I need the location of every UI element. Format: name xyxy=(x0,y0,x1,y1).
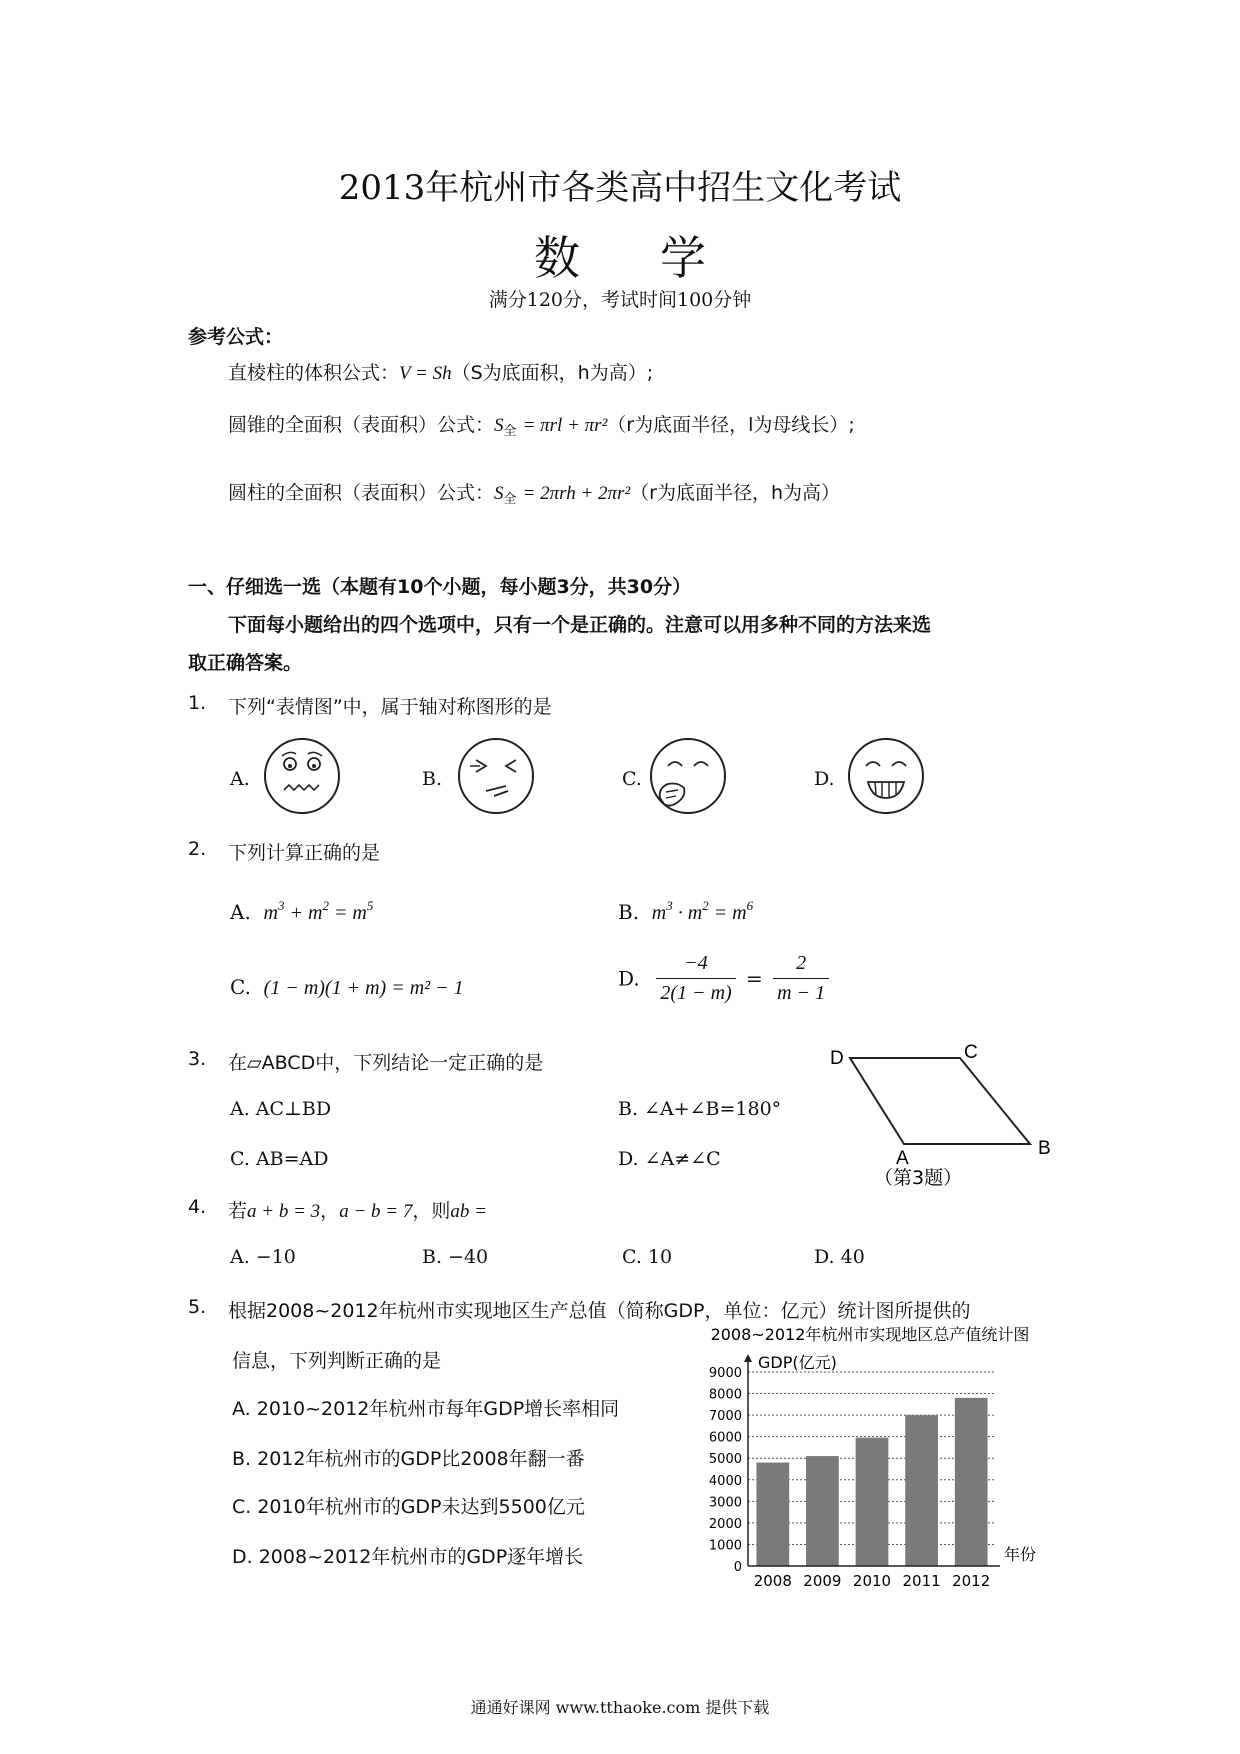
formula-1 xyxy=(228,358,653,385)
formula-2: 圆锥的全面积（表面积）公式：$S_全 = \pi rl + \pi r^2(r$为底面半径，l为母线长）; xyxy=(228,414,855,439)
vertex-b-label: B xyxy=(1038,1138,1051,1159)
formula-1-note: （S为底面积，h为高）; xyxy=(451,362,654,384)
exam-title: 2013年杭州市各类高中招生文化考试 xyxy=(338,168,902,208)
q3-option-d: D. ∠A≠∠C xyxy=(618,1148,721,1170)
chart-y-tick-label: 5000 xyxy=(708,1452,742,1468)
chart-y-tick-label: 1000 xyxy=(708,1538,742,1554)
face-d-icon xyxy=(846,736,926,816)
face-c-icon xyxy=(648,736,728,816)
face-b-icon xyxy=(456,736,536,816)
chart-y-tick-label: 7000 xyxy=(708,1409,742,1425)
chart-x-tick-label: 2012 xyxy=(952,1572,991,1590)
q3-number: 3. xyxy=(188,1048,207,1070)
q4-option-b: B. −40 xyxy=(422,1246,489,1268)
q4-option-c: C. 10 xyxy=(622,1246,673,1268)
q4-number: 4. xyxy=(188,1196,207,1218)
chart-bar-2010 xyxy=(856,1438,889,1566)
chart-y-arrow xyxy=(744,1354,752,1362)
formula-heading: 参考公式： xyxy=(188,326,284,348)
subject-char-2: 学 xyxy=(660,231,706,285)
formula-3: 圆柱的全面积（表面积）公式：$S_全 = 2\pi rh + 2\pi r^2(r$为底面半径，h为高） xyxy=(228,482,841,507)
section-instruction-2: 取正确答案。 xyxy=(188,652,303,674)
subject-title xyxy=(0,222,1240,288)
q3-option-b: B. ∠A+∠B=180° xyxy=(618,1098,782,1120)
q4-stem: 若a + b = 3，a − b = 7，则ab = xyxy=(228,1200,487,1222)
formula-3-expr: = 2πrh + 2πr² xyxy=(522,483,631,504)
q2-option-a: A. $m^3 + m^2 = m^5$ xyxy=(230,898,374,924)
q4-option-a: A. −10 xyxy=(230,1246,296,1268)
q5-option-a: A. 2010~2012年杭州市每年GDP增长率相同 xyxy=(232,1398,620,1420)
chart-x-label: 年份 xyxy=(1004,1545,1037,1564)
vertex-d-label: D xyxy=(830,1048,844,1069)
q1-stem: 下列“表情图”中，属于轴对称图形的是 xyxy=(228,696,552,718)
chart-y-tick-label: 3000 xyxy=(708,1495,742,1511)
q5-stem-2: 信息，下列判断正确的是 xyxy=(232,1350,442,1372)
formula-2-sub: 全 xyxy=(503,424,517,439)
q1-option-d-label: D. xyxy=(814,768,835,790)
q2-number: 2. xyxy=(188,838,207,860)
q1-option-c-label: C. xyxy=(622,768,642,790)
chart-y-tick-label: 6000 xyxy=(708,1430,742,1446)
footer-text: 通通好课网 www.tthaoke.com 提供下载 xyxy=(470,1698,770,1717)
chart-x-tick-label: 2010 xyxy=(852,1572,892,1590)
q5-number: 5. xyxy=(188,1296,207,1318)
q5-option-d: D. 2008~2012年杭州市的GDP逐年增长 xyxy=(232,1546,584,1568)
gdp-bar-chart xyxy=(680,1322,1060,1592)
q2-option-c: C. (1 − m)(1 + m) = m² − 1 xyxy=(230,975,464,999)
chart-bar-2012 xyxy=(955,1398,988,1566)
chart-y-label: GDP(亿元) xyxy=(758,1353,837,1372)
q5-stem-1: 根据2008~2012年杭州市实现地区生产总值（简称GDP，单位：亿元）统计图所提供的 xyxy=(228,1300,971,1322)
chart-y-tick-label: 2000 xyxy=(708,1516,742,1532)
q1-option-a-label: A. xyxy=(230,768,250,790)
chart-y-tick-label: 0 xyxy=(733,1560,742,1575)
formula-3-note: （r为底面半径，h为高） xyxy=(630,482,841,504)
chart-bar-2009 xyxy=(806,1456,839,1566)
vertex-a-label: A xyxy=(896,1148,909,1169)
face-a-icon xyxy=(262,736,342,816)
chart-bar-2011 xyxy=(905,1415,938,1566)
parallelogram-figure xyxy=(820,1040,1060,1190)
q1-option-b-label: B. xyxy=(422,768,443,790)
q3-option-a: A. AC⊥BD xyxy=(230,1098,332,1120)
q2-option-d: D. $\frac{-4}{2(1 - m)}$ = $\frac{2}{m - 1}$ xyxy=(618,952,833,1005)
chart-x-tick-label: 2008 xyxy=(753,1572,792,1590)
q5-option-b: B. 2012年杭州市的GDP比2008年翻一番 xyxy=(232,1448,585,1470)
chart-y-tick-label: 4000 xyxy=(708,1473,742,1489)
figure-caption: （第3题） xyxy=(874,1167,963,1189)
subject-char-1: 数 xyxy=(534,231,580,285)
q5-option-c: C. 2010年杭州市的GDP未达到5500亿元 xyxy=(232,1496,585,1518)
chart-y-tick-label: 9000 xyxy=(708,1366,742,1381)
q3-stem: 在▱ABCD中，下列结论一定正确的是 xyxy=(228,1052,544,1074)
chart-x-tick-label: 2009 xyxy=(803,1572,842,1590)
chart-x-tick-label: 2011 xyxy=(902,1572,941,1590)
q1-number: 1. xyxy=(188,692,207,714)
vertex-c-label: C xyxy=(964,1042,978,1063)
chart-title: 2008~2012年杭州市实现地区总产值统计图 xyxy=(710,1325,1030,1344)
q4-option-d: D. 40 xyxy=(814,1246,865,1268)
chart-bar-2008 xyxy=(756,1463,789,1566)
formula-2-label: 圆锥的全面积（表面积）公式： xyxy=(228,414,495,436)
formula-3-label: 圆柱的全面积（表面积）公式： xyxy=(228,482,495,504)
exam-info: 满分120分，考试时间100分钟 xyxy=(488,289,752,311)
q2-stem: 下列计算正确的是 xyxy=(228,842,381,864)
q3-option-c: C. AB=AD xyxy=(230,1148,329,1170)
q2-option-b: B. $m^3 \cdot m^2 = m^6$ xyxy=(618,898,754,924)
formula-2-expr: = πrl + πr² xyxy=(522,415,608,436)
chart-y-tick-label: 8000 xyxy=(708,1387,742,1403)
formula-1-expr: V = Sh xyxy=(399,363,452,384)
section-instruction-1: 下面每小题给出的四个选项中，只有一个是正确的。注意可以用多种不同的方法来选 xyxy=(228,614,932,636)
section-heading: 一、仔细选一选（本题有10个小题，每小题3分，共30分） xyxy=(188,576,692,598)
formula-2-note: （r为底面半径，l为母线长）; xyxy=(607,414,855,436)
formula-1-label: 直棱柱的体积公式： xyxy=(228,362,400,384)
parallelogram-shape xyxy=(850,1058,1030,1144)
